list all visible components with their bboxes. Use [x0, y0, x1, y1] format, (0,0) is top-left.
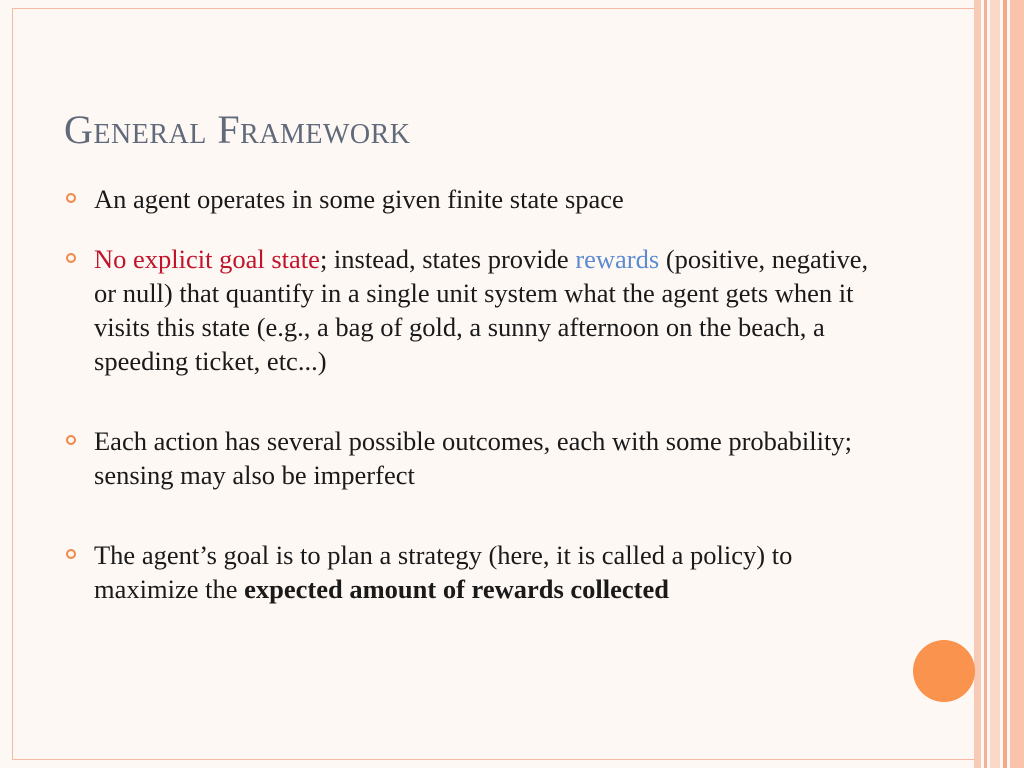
bullet-bold-text: expected amount of rewards collected [244, 574, 670, 604]
bullet-text: Each action has several possible outcomes, each with some probability; sensing may also be imperfect [94, 426, 852, 490]
bullet-marker-icon [66, 253, 76, 263]
decorative-stripes [974, 0, 1024, 768]
bullet-text: The agent’s goal is to plan a strategy (here, it is called a policy) to maximize the [94, 540, 793, 604]
bullet-marker-icon [66, 435, 76, 445]
highlight-no-explicit-goal: No explicit goal state [94, 244, 320, 274]
bullet-item [64, 242, 884, 378]
slide-title: General Framework [64, 107, 411, 152]
bullet-item [64, 182, 884, 216]
bullet-text: ; instead, states provide [319, 244, 576, 274]
bullet-text: (positive, negative, or null) that quantify in a single unit system what the agent gets when it visits this state (e.g., a bag of gold, a sunny afternoon on the beach, a speeding ticket, etc...) [94, 244, 869, 376]
bullet-item [64, 538, 884, 606]
bullet-marker-icon [66, 549, 76, 559]
bullet-marker-icon [66, 193, 76, 203]
orange-circle-icon [913, 640, 975, 702]
bullet-item [64, 424, 884, 492]
bullet-text: An agent operates in some given finite state space [94, 184, 624, 214]
bullet-list [64, 182, 884, 606]
highlight-rewards: rewards [575, 244, 660, 274]
